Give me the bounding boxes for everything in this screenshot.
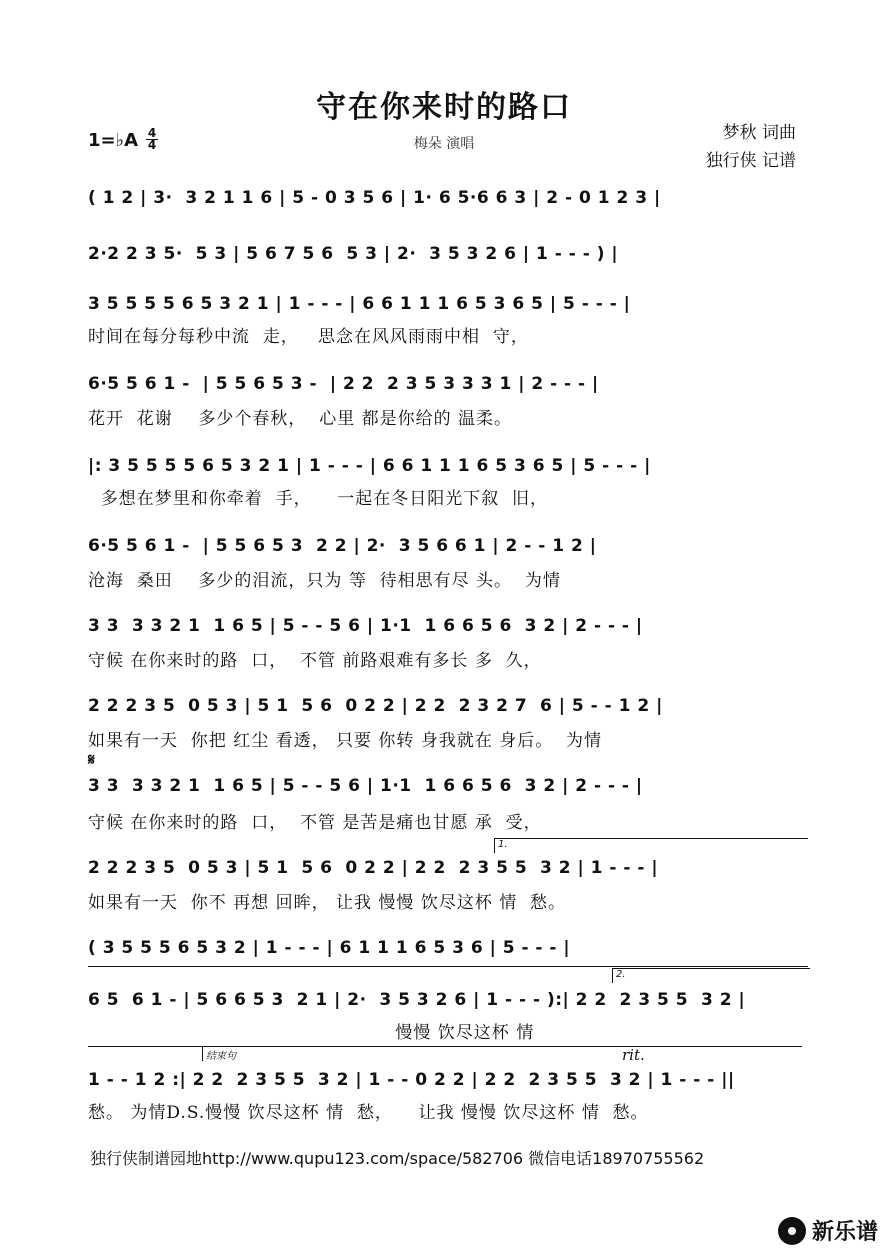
time-signature-top: 4 — [147, 126, 157, 140]
notes-row-6: 6·5 5 6 1 - | 5 5 6 5 3 2 2 | 2· 3 5 6 6 1 | 2 - - 1 2 | — [88, 536, 597, 556]
first-ending-label: 1. — [498, 839, 508, 850]
notes-row-1: ( 1 2 | 3· 3 2 1 1 6 | 5 - 0 3 5 6 | 1· 6 5·6 6 3 | 2 - 0 1 2 3 | — [88, 188, 661, 208]
section-divider — [88, 966, 808, 967]
second-ending-label: 2. — [616, 969, 626, 980]
lyrics-row-7: 守候 在你来时的路 口， 不管 前路艰难有多长 多 久， — [88, 651, 542, 671]
lyrics-row-8: 如果有一天 你把 红尘 看透， 只要 你转 身我就在 身后。 为情 — [88, 731, 603, 751]
notes-row-7: 3 3 3 3 2 1 1 6 5 | 5 - - 5 6 | 1·1 1 6 6 5 6 3 2 | 2 - - - | — [88, 616, 643, 636]
coda-bracket — [202, 1046, 802, 1061]
time-signature — [146, 128, 158, 151]
first-ending-bracket — [494, 838, 808, 853]
notes-row-8: 2 2 2 3 5 0 5 3 | 5 1 5 6 0 2 2 | 2 2 2 3 2 7 6 | 5 - - 1 2 | — [88, 696, 663, 716]
key-signature: 1=♭A — [88, 130, 139, 151]
singer-credit: 梅朵 演唱 — [413, 136, 475, 152]
lyrics-row-13: 愁。 为情D.S.慢慢 饮尽这杯 情 愁， 让我 慢慢 饮尽这杯 情 愁。 — [88, 1103, 649, 1123]
lyrics-row-6: 沧海 桑田 多少的泪流，只为 等 待相思有尽 头。 为情 — [88, 571, 561, 591]
lyrics-row-3: 时间在每分每秒中流 走， 思念在风风雨雨中相 守， — [88, 327, 529, 347]
notes-row-9: 3 3 3 3 2 1 1 6 5 | 5 - - 5 6 | 1·1 1 6 6 5 6 3 2 | 2 - - - | — [88, 776, 643, 796]
lyricist-composer-credit: 梦秋 词曲 — [722, 123, 796, 143]
notes-row-11: ( 3 5 5 5 6 5 3 2 | 1 - - - | 6 1 1 1 6 5 3 6 | 5 - - - | — [88, 938, 571, 958]
rit-marking: rit. — [622, 1046, 645, 1064]
segno-sign: 𝄋 — [88, 750, 95, 769]
notes-row-12: 6 5 6 1 - | 5 6 6 5 3 2 1 | 2· 3 5 3 2 6 | 1 - - - ):| 2 2 2 3 5 5 3 2 | — [88, 990, 746, 1010]
notes-row-10: 2 2 2 3 5 0 5 3 | 5 1 5 6 0 2 2 | 2 2 2 3 5 5 3 2 | 1 - - - | — [88, 858, 659, 878]
notes-row-4: 6·5 5 6 1 - | 5 5 6 5 3 - | 2 2 2 3 5 3 3 3 1 | 2 - - - | — [88, 374, 599, 394]
record-icon — [778, 1217, 806, 1245]
notes-row-3: 3 5 5 5 5 6 5 3 2 1 | 1 - - - | 6 6 1 1 1 6 5 3 6 5 | 5 - - - | — [88, 294, 631, 314]
notes-row-13: 1 - - 1 2 :| 2 2 2 3 5 5 3 2 | 1 - - 0 2 2 | 2 2 2 3 5 5 3 2 | 1 - - - || — [88, 1070, 735, 1090]
lyrics-row-5: 多想在梦里和你牵着 手， 一起在冬日阳光下叙 旧， — [88, 489, 549, 509]
song-title: 守在你来时的路口 — [316, 90, 572, 125]
lyrics-row-10: 如果有一天 你不 再想 回眸， 让我 慢慢 饮尽这杯 情 愁。 — [88, 893, 567, 913]
lyrics-row-9: 守候 在你来时的路 口， 不管 是苦是痛也甘愿 承 受， — [88, 813, 542, 833]
coda-label: 结束句 — [206, 1051, 236, 1062]
footer-contact: 独行侠制谱园地http://www.qupu123.com/space/582706 微信电话18970755562 — [90, 1149, 705, 1168]
site-logo — [778, 1215, 878, 1246]
time-signature-bottom: 4 — [147, 138, 157, 152]
notes-row-5: |: 3 5 5 5 5 6 5 3 2 1 | 1 - - - | 6 6 1 1 1 6 5 3 6 5 | 5 - - - | — [88, 456, 651, 476]
site-logo-text: 新乐谱 — [811, 1220, 878, 1245]
lyrics-row-4: 花开 花谢 多少个春秋， 心里 都是你给的 温柔。 — [88, 409, 513, 429]
notes-row-2: 2·2 2 3 5· 5 3 | 5 6 7 5 6 5 3 | 2· 3 5 3 2 6 | 1 - - - ) | — [88, 244, 619, 264]
lyrics-row-12: 慢慢 饮尽这杯 情 — [88, 1023, 535, 1043]
transcriber-credit: 独行侠 记谱 — [705, 151, 796, 171]
second-ending-bracket — [612, 968, 810, 983]
